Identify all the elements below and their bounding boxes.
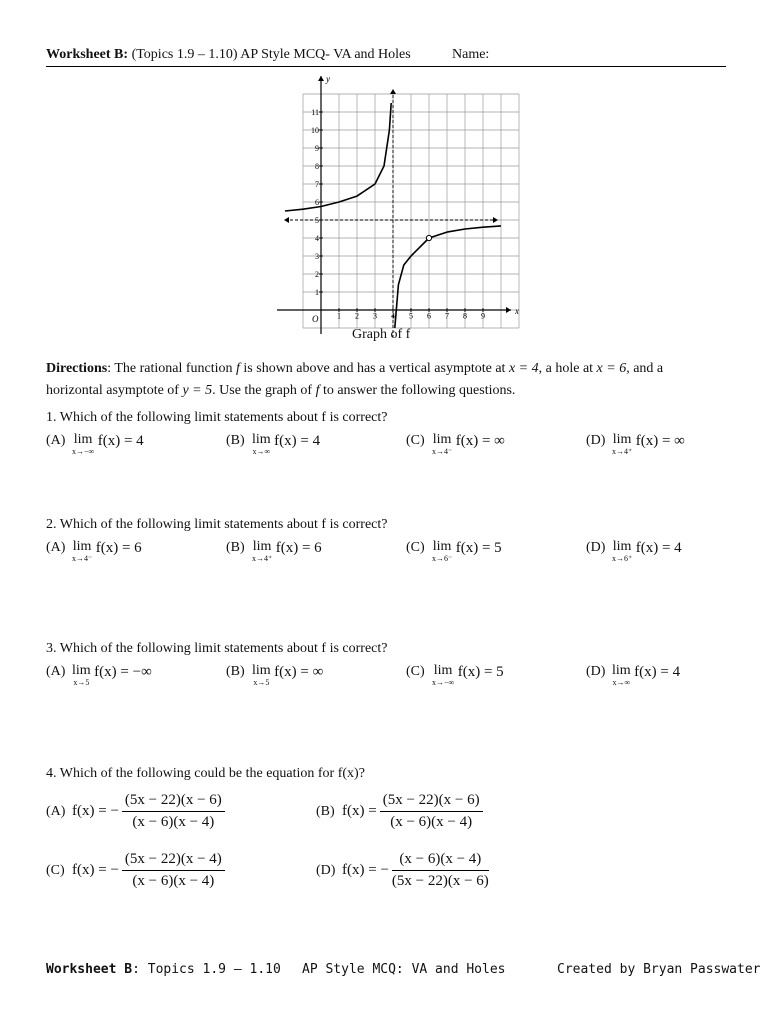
- option-label: (D): [586, 664, 606, 679]
- limit-operator: lim x→−∞: [72, 432, 95, 456]
- option-label: (C): [406, 540, 425, 555]
- limit-operator: lim x→6⁺: [612, 539, 633, 563]
- directions-text: , and a: [626, 361, 664, 376]
- limit-approach: x→6⁻: [432, 554, 453, 563]
- directions-text: : The rational function: [107, 361, 237, 376]
- y-axis-label: y: [326, 74, 330, 84]
- limit-approach: x→6⁺: [612, 554, 633, 563]
- limit-expression: f(x) = 6: [275, 540, 322, 556]
- limit-approach: x→4⁺: [612, 447, 633, 456]
- limit-operator: lim x→4⁺: [252, 539, 273, 563]
- y-tick-label: 4: [315, 234, 319, 243]
- function-name: f: [236, 361, 240, 376]
- x-tick-label: 8: [463, 311, 467, 321]
- horizontal-asymptote: y = 5: [182, 383, 213, 398]
- limit-approach: x→4⁻: [72, 554, 93, 563]
- horizontal-asymptote-arrow-left: [284, 217, 289, 223]
- option-label: (B): [226, 540, 245, 555]
- y-tick-label: 11: [311, 108, 319, 117]
- footer-right: Created by Bryan Passwater: [557, 962, 761, 977]
- option-label: (B): [226, 664, 245, 679]
- limit-expression: f(x) = 4: [634, 664, 681, 680]
- question-3-option-b[interactable]: [226, 664, 323, 687]
- limit-approach: x→5: [253, 678, 270, 687]
- y-tick-label: 10: [311, 126, 319, 135]
- option-label: (A): [46, 540, 66, 555]
- y-tick-label: 2: [315, 270, 319, 279]
- y-axis-arrow: [318, 76, 324, 81]
- option-label: (C): [46, 862, 65, 878]
- x-axis-label: x: [515, 306, 519, 316]
- question-4-option-c[interactable]: [46, 851, 225, 890]
- limit-operator: lim x→6⁻: [432, 539, 453, 563]
- fraction-numerator: (5x − 22)(x − 6): [380, 792, 483, 812]
- limit-expression: f(x) = 4: [97, 433, 144, 449]
- y-tick-label: 7: [315, 180, 319, 189]
- equation-fraction: [122, 851, 225, 890]
- question-2-option-d[interactable]: [586, 540, 682, 563]
- fraction-numerator: (x − 6)(x − 4): [392, 851, 489, 871]
- question-2-stem: 2. Which of the following limit statements about f is correct?: [46, 517, 388, 532]
- x-tick-label: 9: [481, 311, 485, 321]
- directions-label: Directions: [46, 361, 108, 376]
- question-1-option-a[interactable]: [46, 433, 144, 456]
- question-3-option-d[interactable]: [586, 664, 680, 687]
- limit-approach: x→4⁺: [252, 554, 273, 563]
- directions-text: horizontal asymptote of: [46, 383, 183, 398]
- option-label: (A): [46, 664, 66, 679]
- fraction-numerator: (5x − 22)(x − 4): [122, 851, 225, 871]
- limit-expression: f(x) = 4: [274, 433, 321, 449]
- equation-lhs: f(x) = −: [342, 862, 389, 878]
- directions-text: to answer the following questions.: [319, 383, 516, 398]
- question-4-option-a[interactable]: [46, 792, 225, 831]
- question-1-option-d[interactable]: [586, 433, 685, 456]
- x-tick-label: 3: [373, 311, 377, 321]
- fraction-denominator: (5x − 22)(x − 6): [391, 873, 489, 889]
- limit-operator: lim x→∞: [612, 663, 631, 687]
- limit-expression: f(x) = ∞: [455, 433, 505, 449]
- header-rule: [46, 66, 726, 67]
- directions-text: . Use the graph of: [212, 383, 316, 398]
- limit-expression: f(x) = 4: [635, 540, 682, 556]
- option-label: (D): [586, 540, 606, 555]
- limit-expression: f(x) = ∞: [274, 664, 324, 680]
- question-4-option-d[interactable]: [316, 851, 489, 890]
- fraction-denominator: (x − 6)(x − 4): [390, 814, 473, 830]
- limit-operator: lim x→4⁺: [612, 432, 633, 456]
- limit-expression: f(x) = 5: [457, 664, 504, 680]
- equation-lhs: f(x) = −: [72, 803, 119, 819]
- limit-operator: lim x→4⁻: [432, 432, 453, 456]
- equation-fraction: [380, 792, 483, 831]
- directions: [46, 358, 736, 402]
- graph-of-f: [275, 72, 525, 347]
- option-label: (B): [316, 803, 335, 819]
- function-name: f: [315, 383, 320, 398]
- question-2-option-a[interactable]: [46, 540, 142, 563]
- option-label: (A): [46, 803, 66, 819]
- x-tick-label: 2: [355, 311, 359, 321]
- question-3-stem: 3. Which of the following limit statements about f is correct?: [46, 641, 388, 656]
- equation-lhs: f(x) = −: [72, 862, 119, 878]
- limit-operator: lim x→5: [72, 663, 91, 687]
- limit-approach: x→5: [73, 678, 90, 687]
- y-tick-label: 8: [315, 162, 319, 171]
- horizontal-asymptote-arrow-right: [493, 217, 498, 223]
- question-2-option-b[interactable]: [226, 540, 322, 563]
- graph-caption: [352, 327, 410, 343]
- limit-expression: f(x) = 6: [95, 540, 142, 556]
- hole-location: x = 6: [596, 361, 627, 376]
- worksheet-topics: (Topics 1.9 – 1.10) AP Style MCQ- VA and Holes: [128, 47, 411, 62]
- footer-center: AP Style MCQ: VA and Holes: [302, 962, 506, 977]
- directions-text: is shown above and has a vertical asymptote at: [239, 361, 509, 376]
- footer-worksheet-label: Worksheet B: [46, 962, 133, 977]
- x-tick-label: 1: [337, 311, 341, 321]
- y-tick-label: 6: [315, 198, 319, 207]
- y-tick-label: 5: [315, 216, 319, 225]
- equation-lhs: f(x) =: [342, 803, 377, 819]
- limit-approach: x→∞: [612, 678, 631, 687]
- graph-caption-text: Graph of f: [352, 327, 411, 342]
- option-label: (D): [586, 433, 606, 448]
- question-1-option-b[interactable]: [226, 433, 320, 456]
- footer-left: [46, 962, 281, 977]
- origin-label: O: [312, 314, 319, 324]
- y-tick-label: 3: [315, 252, 319, 261]
- limit-approach: x→4⁻: [432, 447, 453, 456]
- question-2-option-c[interactable]: [406, 540, 502, 563]
- x-tick-label: 5: [409, 311, 413, 321]
- limit-operator: lim x→∞: [252, 432, 271, 456]
- vertical-asymptote-arrow: [390, 89, 396, 94]
- worksheet-header: [46, 47, 726, 63]
- equation-fraction: [122, 792, 225, 831]
- fraction-numerator: (5x − 22)(x − 6): [122, 792, 225, 812]
- question-4-option-b[interactable]: [316, 792, 483, 831]
- graph-grid: [303, 94, 519, 328]
- option-label: (D): [316, 862, 336, 878]
- limit-expression: f(x) = −∞: [94, 664, 152, 680]
- limit-operator: lim x→5: [252, 663, 271, 687]
- limit-approach: x→−∞: [72, 447, 95, 456]
- fraction-denominator: (x − 6)(x − 4): [132, 814, 215, 830]
- question-1-option-c[interactable]: [406, 433, 505, 456]
- limit-expression: f(x) = ∞: [635, 433, 685, 449]
- directions-text: , a hole at: [538, 361, 597, 376]
- worksheet-label: Worksheet B:: [46, 47, 129, 62]
- hole-point: [426, 235, 431, 240]
- footer-topics: : Topics 1.9 – 1.10: [132, 962, 281, 977]
- limit-operator: lim x→4⁻: [72, 539, 93, 563]
- limit-operator: lim x→−∞: [432, 663, 455, 687]
- option-label: (B): [226, 433, 245, 448]
- x-tick-label: 7: [445, 311, 449, 321]
- limit-approach: x→∞: [252, 447, 271, 456]
- question-3-option-a[interactable]: [46, 664, 152, 687]
- option-label: (C): [406, 664, 425, 679]
- question-1-stem: 1. Which of the following limit statements about f is correct?: [46, 410, 388, 425]
- vertical-asymptote: x = 4: [508, 361, 539, 376]
- option-label: (C): [406, 433, 425, 448]
- x-axis-arrow: [506, 307, 511, 313]
- limit-approach: x→−∞: [432, 678, 455, 687]
- limit-expression: f(x) = 5: [455, 540, 502, 556]
- x-tick-label: 4: [391, 311, 395, 321]
- fraction-denominator: (x − 6)(x − 4): [132, 873, 215, 889]
- question-4-stem: 4. Which of the following could be the equation for f(x)?: [46, 766, 365, 781]
- option-label: (A): [46, 433, 66, 448]
- y-tick-label: 9: [315, 144, 319, 153]
- name-label: Name:: [452, 47, 490, 62]
- equation-fraction: [392, 851, 489, 890]
- question-3-option-c[interactable]: [406, 664, 504, 687]
- x-tick-label: 6: [427, 311, 431, 321]
- y-tick-label: 1: [315, 288, 319, 297]
